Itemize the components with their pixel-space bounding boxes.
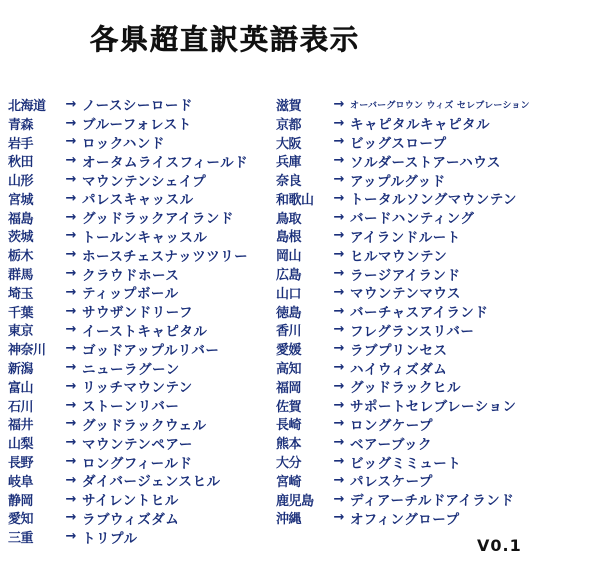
prefecture-name: 愛媛 xyxy=(276,343,302,359)
prefecture-name: 鹿児島 xyxy=(276,493,314,509)
prefecture-row xyxy=(8,358,308,377)
prefecture-row xyxy=(276,170,576,189)
arrow-icon: → xyxy=(333,153,345,169)
arrow-icon: → xyxy=(333,510,345,526)
arrow-icon: → xyxy=(333,209,345,225)
prefecture-name: 和歌山 xyxy=(276,192,314,208)
prefecture-row xyxy=(276,490,576,509)
english-translation: ビッグミミュート xyxy=(350,455,462,472)
prefecture-name: 富山 xyxy=(8,380,34,396)
page-title: 各県超直訳英語表示 xyxy=(90,23,361,56)
english-translation: トールンキャッスル xyxy=(82,229,208,246)
arrow-icon: → xyxy=(333,115,345,131)
arrow-icon: → xyxy=(333,303,345,319)
arrow-icon: → xyxy=(333,360,345,376)
prefecture-name: 群馬 xyxy=(8,268,34,284)
arrow-icon: → xyxy=(65,322,77,338)
arrow-icon: → xyxy=(65,341,77,357)
prefecture-row xyxy=(8,321,308,340)
prefecture-name: 茨城 xyxy=(8,230,34,246)
prefecture-row xyxy=(276,509,576,528)
prefecture-row xyxy=(276,396,576,415)
prefecture-name: 栃木 xyxy=(8,249,34,265)
english-translation: ホースチェスナッツツリー xyxy=(82,248,249,265)
english-translation: グッドラックアイランド xyxy=(82,211,234,228)
prefecture-name: 山口 xyxy=(276,286,302,302)
arrow-icon: → xyxy=(333,454,345,470)
prefecture-name: 徳島 xyxy=(276,305,302,321)
prefecture-name: 鳥取 xyxy=(276,211,302,227)
prefecture-row xyxy=(276,114,576,133)
arrow-icon: → xyxy=(333,435,345,451)
prefecture-row xyxy=(276,339,576,358)
prefecture-row xyxy=(8,509,308,528)
prefecture-row xyxy=(8,264,308,283)
prefecture-row xyxy=(276,208,576,227)
arrow-icon: → xyxy=(65,472,77,488)
arrow-icon: → xyxy=(333,284,345,300)
arrow-icon: → xyxy=(65,416,77,432)
english-translation: パレスケープ xyxy=(350,474,433,491)
prefecture-name: 山梨 xyxy=(8,437,34,453)
prefecture-name: 埼玉 xyxy=(8,286,34,302)
prefecture-row xyxy=(8,377,308,396)
english-translation: ストーンリバー xyxy=(82,399,180,416)
prefecture-name: 愛知 xyxy=(8,512,34,528)
prefecture-name: 京都 xyxy=(276,117,302,133)
prefecture-row xyxy=(8,95,308,114)
prefecture-name: 香川 xyxy=(276,324,302,340)
arrow-icon: → xyxy=(333,134,345,150)
prefecture-name: 佐賀 xyxy=(276,399,302,415)
arrow-icon: → xyxy=(333,322,345,338)
prefecture-row xyxy=(276,151,576,170)
version-label: V0.1 xyxy=(477,536,522,555)
arrow-icon: → xyxy=(65,209,77,225)
prefecture-row xyxy=(8,245,308,264)
english-translation: アップルグッド xyxy=(350,173,446,190)
prefecture-row xyxy=(8,339,308,358)
arrow-icon: → xyxy=(65,134,77,150)
prefecture-row xyxy=(8,227,308,246)
prefecture-name: 福井 xyxy=(8,418,34,434)
arrow-icon: → xyxy=(65,491,77,507)
prefecture-row xyxy=(276,189,576,208)
prefecture-name: 秋田 xyxy=(8,155,34,171)
prefecture-row xyxy=(8,471,308,490)
arrow-icon: → xyxy=(65,190,77,206)
prefecture-row xyxy=(8,302,308,321)
english-translation: ソルダーストアーハウス xyxy=(350,154,501,171)
english-translation: ディアーチルドアイランド xyxy=(350,493,515,510)
prefecture-name: 福島 xyxy=(8,211,34,227)
prefecture-row xyxy=(276,227,576,246)
prefecture-name: 千葉 xyxy=(8,305,34,321)
english-translation: グッドラックヒル xyxy=(350,380,462,397)
prefecture-row xyxy=(276,433,576,452)
prefecture-name: 岐阜 xyxy=(8,474,34,490)
prefecture-row xyxy=(276,471,576,490)
prefecture-name: 沖縄 xyxy=(276,512,302,528)
prefecture-row xyxy=(276,452,576,471)
prefecture-name: 岡山 xyxy=(276,249,302,265)
prefecture-name: 福岡 xyxy=(276,380,302,396)
prefecture-name: 青森 xyxy=(8,117,34,133)
english-translation: マウンテンシェイプ xyxy=(82,173,207,190)
english-translation: トータルソングマウンテン xyxy=(350,192,518,209)
prefecture-row xyxy=(8,283,308,302)
prefecture-row xyxy=(8,396,308,415)
english-translation: ラブプリンセス xyxy=(350,342,448,359)
prefecture-row xyxy=(276,283,576,302)
english-translation: ダイバージェンスヒル xyxy=(82,474,221,491)
prefecture-name: 広島 xyxy=(276,268,302,284)
arrow-icon: → xyxy=(333,416,345,432)
prefecture-name: 宮城 xyxy=(8,192,34,208)
left-column xyxy=(8,95,308,546)
prefecture-name: 三重 xyxy=(8,531,34,547)
arrow-icon: → xyxy=(65,378,77,394)
english-translation: パレスキャッスル xyxy=(82,192,194,209)
english-translation: グッドラックウェル xyxy=(82,417,207,434)
arrow-icon: → xyxy=(65,397,77,413)
prefecture-row xyxy=(8,151,308,170)
prefecture-name: 高知 xyxy=(276,362,302,378)
english-translation: ブルーフォレスト xyxy=(82,117,192,134)
english-translation: ビッグスロープ xyxy=(350,136,447,152)
english-translation: サイレントヒル xyxy=(82,493,179,510)
prefecture-name: 熊本 xyxy=(276,437,302,453)
english-translation: ロングケープ xyxy=(350,417,434,434)
english-translation: リッチマウンテン xyxy=(82,380,193,397)
prefecture-row xyxy=(8,170,308,189)
english-translation: バーチャスアイランド xyxy=(350,305,489,322)
english-translation: ラブウィズダム xyxy=(82,511,180,528)
english-translation: ノースシーロード xyxy=(82,98,193,115)
english-translation: ロックハンド xyxy=(82,136,165,152)
prefecture-row xyxy=(276,358,576,377)
arrow-icon: → xyxy=(65,96,77,112)
english-translation: マウンテンマウス xyxy=(350,286,461,303)
arrow-icon: → xyxy=(65,284,77,300)
arrow-icon: → xyxy=(333,341,345,357)
prefecture-name: 新潟 xyxy=(8,362,34,378)
english-translation: ロングフィールド xyxy=(82,455,193,472)
prefecture-row xyxy=(276,377,576,396)
english-translation: クラウドホース xyxy=(82,267,180,284)
arrow-icon: → xyxy=(65,172,77,188)
prefecture-name: 石川 xyxy=(8,399,34,415)
arrow-icon: → xyxy=(65,454,77,470)
prefecture-name: 長野 xyxy=(8,456,34,472)
arrow-icon: → xyxy=(333,172,345,188)
arrow-icon: → xyxy=(333,472,345,488)
prefecture-name: 静岡 xyxy=(8,493,34,509)
prefecture-row xyxy=(8,490,308,509)
arrow-icon: → xyxy=(333,397,345,413)
arrow-icon: → xyxy=(333,96,345,112)
prefecture-row xyxy=(276,321,576,340)
english-translation: アイランドルート xyxy=(350,229,461,246)
prefecture-row xyxy=(8,208,308,227)
english-translation: トリプル xyxy=(82,530,138,547)
arrow-icon: → xyxy=(333,228,345,244)
prefecture-row xyxy=(8,189,308,208)
prefecture-name: 滋賀 xyxy=(276,98,302,114)
prefecture-row xyxy=(276,302,576,321)
prefecture-row xyxy=(8,114,308,133)
english-translation: ハイウィズダム xyxy=(350,361,448,378)
english-translation: ヒルマウンテン xyxy=(350,248,448,265)
arrow-icon: → xyxy=(65,115,77,131)
arrow-icon: → xyxy=(65,303,77,319)
arrow-icon: → xyxy=(333,190,345,206)
english-translation: オフィングロープ xyxy=(350,511,460,528)
right-column xyxy=(276,95,576,527)
prefecture-name: 奈良 xyxy=(276,174,302,190)
english-translation: サポートセレブレーション xyxy=(350,399,517,416)
prefecture-name: 大阪 xyxy=(276,136,302,152)
arrow-icon: → xyxy=(65,153,77,169)
prefecture-name: 長崎 xyxy=(276,418,302,434)
arrow-icon: → xyxy=(333,247,345,263)
english-translation: オーバーグロウン ウィズ セレブレーション xyxy=(350,100,530,111)
english-translation: サウザンドリーフ xyxy=(82,305,194,322)
prefecture-row xyxy=(276,264,576,283)
english-translation: キャピタルキャピタル xyxy=(350,117,490,134)
prefecture-row xyxy=(8,452,308,471)
prefecture-row xyxy=(8,133,308,152)
english-translation: ベアーブック xyxy=(350,436,432,453)
prefecture-row xyxy=(276,133,576,152)
english-translation: ゴッドアップルリバー xyxy=(82,342,220,359)
prefecture-name: 島根 xyxy=(276,230,302,246)
prefecture-name: 東京 xyxy=(8,324,34,340)
arrow-icon: → xyxy=(65,360,77,376)
prefecture-name: 岩手 xyxy=(8,136,34,152)
prefecture-row xyxy=(8,433,308,452)
prefecture-name: 兵庫 xyxy=(276,155,302,171)
english-translation: ラージアイランド xyxy=(350,267,461,284)
prefecture-row xyxy=(276,415,576,434)
english-translation: マウンテンペアー xyxy=(82,436,193,453)
prefecture-name: 宮崎 xyxy=(276,474,302,490)
prefecture-name: 山形 xyxy=(8,174,34,190)
arrow-icon: → xyxy=(65,266,77,282)
arrow-icon: → xyxy=(65,529,77,545)
arrow-icon: → xyxy=(65,435,77,451)
english-translation: ティップボール xyxy=(82,286,179,303)
english-translation: バードハンティング xyxy=(350,211,475,228)
arrow-icon: → xyxy=(65,228,77,244)
english-translation: イーストキャピタル xyxy=(82,323,208,340)
prefecture-row xyxy=(8,527,308,546)
english-translation: オータムライスフィールド xyxy=(82,154,249,171)
arrow-icon: → xyxy=(65,247,77,263)
prefecture-row xyxy=(276,95,576,114)
arrow-icon: → xyxy=(333,266,345,282)
english-translation: フレグランスリバー xyxy=(350,323,475,340)
arrow-icon: → xyxy=(333,378,345,394)
prefecture-name: 北海道 xyxy=(8,98,46,114)
english-translation: ニューラグーン xyxy=(82,361,180,378)
arrow-icon: → xyxy=(65,510,77,526)
prefecture-name: 大分 xyxy=(276,456,302,472)
prefecture-row xyxy=(276,245,576,264)
prefecture-row xyxy=(8,415,308,434)
arrow-icon: → xyxy=(333,491,345,507)
prefecture-name: 神奈川 xyxy=(8,343,46,359)
